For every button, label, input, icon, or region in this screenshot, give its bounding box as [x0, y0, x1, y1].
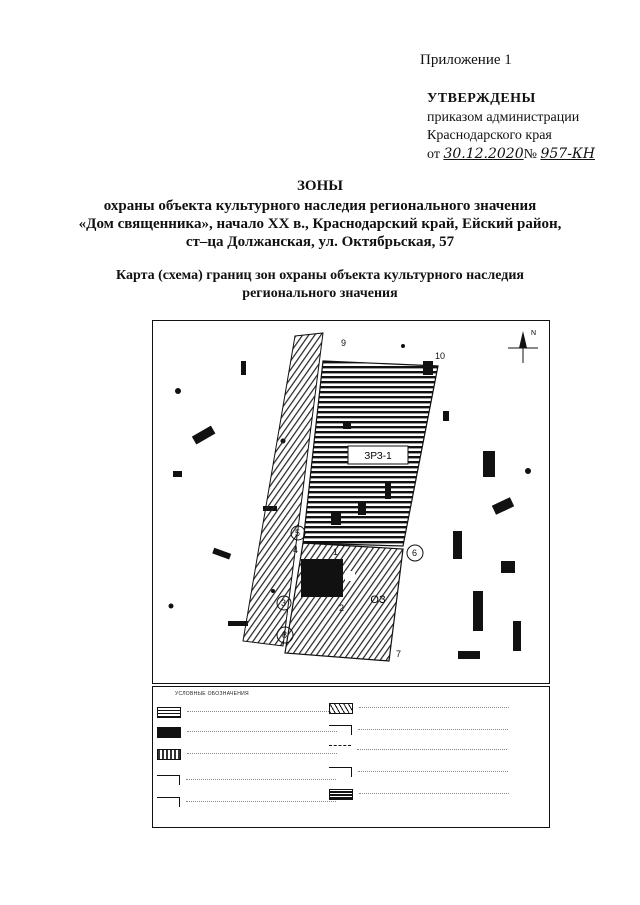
legend-corner-symbol	[329, 767, 352, 777]
handwritten-number: 957-КН	[540, 146, 595, 162]
title-line-1: охраны объекта культурного наследия регионального значения	[103, 198, 537, 214]
legend-item	[157, 749, 337, 760]
approved-heading: УТВЕРЖДЕНЫ	[427, 91, 536, 106]
legend-faint-text	[187, 711, 337, 713]
zrz-zone-label: ЗРЗ-1	[364, 451, 392, 462]
approval-date-line	[427, 146, 595, 163]
point-3-label: 3	[281, 598, 287, 608]
legend-diagonal-symbol	[329, 703, 353, 714]
title-line-3: ст–ца Должанская, ул. Октябрьская, 57	[185, 234, 455, 250]
legend-object-symbol	[157, 727, 181, 738]
legend-faint-text	[358, 729, 508, 731]
legend-item	[157, 797, 336, 807]
legend-faint-text	[358, 771, 508, 773]
legend-hatch-symbol	[157, 707, 181, 718]
appendix-label: Приложение 1	[420, 52, 512, 68]
point-6-label: 6	[412, 548, 418, 558]
legend-faint-text	[187, 753, 337, 755]
map-title-line-2: регионального значения	[242, 286, 398, 301]
number-prefix: №	[523, 147, 537, 162]
legend-faint-text	[359, 793, 509, 795]
map-drawing	[153, 321, 549, 683]
legend-item	[329, 725, 508, 735]
legend-item	[329, 789, 509, 800]
zones-map	[152, 320, 550, 684]
map-title-line-1: Карта (схема) границ зон охраны объекта культурного наследия	[116, 268, 524, 283]
point-7-label: 7	[396, 649, 402, 659]
legend-boundary-symbol	[157, 775, 180, 785]
point-5-label: 5	[295, 528, 301, 538]
oz-label-bg	[345, 571, 355, 581]
heritage-object-footprint	[301, 559, 343, 597]
point-1-label: 1	[333, 547, 339, 557]
legend-heading: УСЛОВНЫЕ ОБОЗНАЧЕНИЯ	[175, 691, 249, 697]
legend-dashed-symbol	[329, 745, 351, 755]
compass-icon	[508, 330, 538, 363]
legend-item	[157, 775, 336, 785]
point-10-label: 10	[435, 351, 446, 361]
legend-point-symbol	[157, 797, 180, 807]
oz-zone-label: ОЗ	[370, 594, 386, 606]
legend-item	[329, 767, 508, 777]
legend-dense-hatch-symbol	[329, 789, 353, 800]
legend-faint-text	[357, 749, 507, 751]
point-9-label: 9	[341, 338, 347, 348]
legend-line-symbol	[329, 725, 352, 735]
legend-item	[329, 703, 509, 714]
map-legend	[152, 686, 550, 828]
legend-faint-text	[186, 801, 336, 803]
legend-faint-text	[186, 779, 336, 781]
point-8-label: 8	[282, 630, 288, 640]
legend-item	[329, 745, 507, 755]
approved-line-1: приказом администрации	[427, 110, 580, 125]
legend-item	[157, 727, 337, 738]
legend-grid-symbol	[157, 749, 181, 760]
point-4-label: 4	[293, 545, 299, 555]
title-line-2: «Дом священника», начало XX в., Краснодарский край, Ейский район,	[78, 216, 562, 232]
point-2-label: 2	[339, 603, 345, 613]
approved-line-2: Краснодарского края	[427, 128, 552, 143]
legend-item	[157, 707, 337, 718]
zones-heading: ЗОНЫ	[297, 178, 343, 194]
date-prefix: от	[427, 147, 440, 162]
handwritten-date: 30.12.2020	[443, 146, 524, 162]
legend-faint-text	[187, 731, 337, 733]
compass-north-label: N	[531, 330, 537, 337]
legend-faint-text	[359, 707, 509, 709]
